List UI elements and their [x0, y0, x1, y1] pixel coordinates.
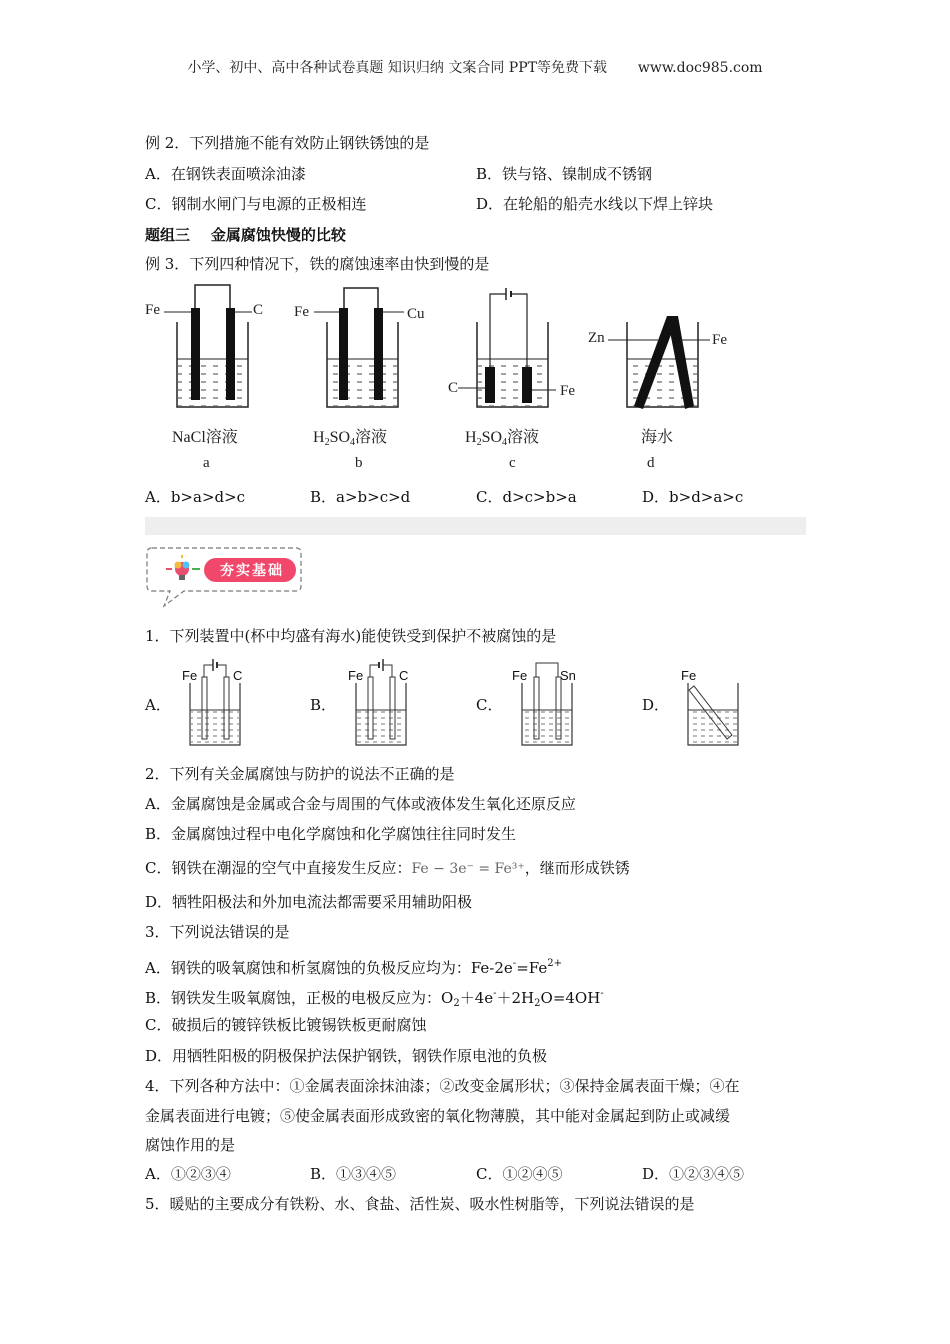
fig-d-letter: d — [647, 455, 655, 471]
q1-b-right: C — [399, 668, 409, 683]
q1-beaker-d — [688, 683, 738, 745]
q1-c-left: Fe — [512, 668, 528, 683]
ex3-figures — [140, 282, 780, 417]
ex3-stem: 例 3．下列四种情况下，铁的腐蚀速率由快到慢的是 — [145, 255, 490, 273]
fig-d-left-label: Zn — [588, 330, 605, 346]
q4-line-3: 腐蚀作用的是 — [145, 1136, 236, 1154]
fig-c-letter: c — [509, 455, 516, 471]
q1-option-d-letter: D． — [642, 696, 670, 714]
q4-option-d: D．①②③④⑤ — [642, 1165, 745, 1183]
beaker-a — [164, 285, 252, 407]
fig-a-left-label: Fe — [145, 302, 160, 318]
q2-option-a: A．金属腐蚀是金属或合金与周围的气体或液体发生氧化还原反应 — [145, 795, 576, 813]
q4-option-a: A．①②③④ — [145, 1165, 231, 1183]
ex3-option-b: B．a>b>c>d — [310, 488, 411, 506]
q4-option-c: C．①②④⑤ — [476, 1165, 563, 1183]
q3-stem: 3．下列说法错误的是 — [145, 923, 290, 941]
ex2-option-d: D．在轮船的船壳水线以下焊上锌块 — [476, 195, 714, 213]
header-text: 小学、初中、高中各种试卷真题 知识归纳 文案合同 PPT等免费下载 — [187, 60, 607, 76]
badge-label: 夯实基础 — [220, 563, 284, 579]
q2-option-b: B．金属腐蚀过程中电化学腐蚀和化学腐蚀往往同时发生 — [145, 825, 517, 843]
fig-c-right-label: Fe — [560, 383, 575, 399]
q5-stem: 5．暖贴的主要成分有铁粉、水、食盐、活性炭、吸水性树脂等，下列说法错误的是 — [145, 1195, 695, 1213]
q3-option-d: D．用牺牲阳极的阴极保护法保护钢铁，钢铁作原电池的负极 — [145, 1047, 548, 1065]
ex3-option-a: A．b>a>d>c — [145, 488, 246, 506]
q2-c-formula: Fe − 3e⁻ = Fe³⁺ — [411, 861, 525, 877]
q1-a-left: Fe — [182, 668, 198, 683]
q3-option-a: A．钢铁的吸氧腐蚀和析氢腐蚀的负极反应均为：$Fe-2e^-=Fe^{2+}$ — [145, 958, 562, 977]
fig-c-left-label: C — [448, 380, 459, 396]
fig-b-left-label: Fe — [294, 304, 309, 320]
q1-option-b-letter: B． — [310, 696, 337, 714]
q3-option-c: C．破损后的镀锌铁板比镀锡铁板更耐腐蚀 — [145, 1016, 427, 1034]
ex2-option-b: B．铁与铬、镍制成不锈钢 — [476, 165, 653, 183]
group3-title: 题组三 金属腐蚀快慢的比较 — [145, 226, 346, 244]
fig-a-right-label: C — [253, 302, 264, 318]
ex2-option-c: C．钢制水闸门与电源的正极相连 — [145, 195, 367, 213]
ex2-option-a: A．在钢铁表面喷涂油漆 — [145, 165, 306, 183]
q4-line-2: 金属表面进行电镀；⑤使金属表面形成致密的氧化物薄膜，其中能对金属起到防止或减缓 — [145, 1107, 731, 1125]
q4-line-1: 4．下列各种方法中：①金属表面涂抹油漆；②改变金属形状；③保持金属表面干燥；④在 — [145, 1077, 740, 1095]
q2-stem: 2．下列有关金属腐蚀与防护的说法不正确的是 — [145, 765, 455, 783]
q1-d-left: Fe — [681, 668, 697, 683]
ex3-option-c: C．d>c>b>a — [476, 488, 577, 506]
q1-b-left: Fe — [348, 668, 364, 683]
section-divider — [145, 517, 806, 535]
ex3-option-d: D．b>d>a>c — [642, 488, 744, 506]
fig-d-solution: 海水 — [641, 429, 674, 446]
q1-a-right: C — [233, 668, 243, 683]
fig-d-right-label: Fe — [712, 332, 727, 348]
q1-figures — [180, 655, 760, 750]
q1-c-right: Sn — [560, 668, 576, 683]
fig-b-letter: b — [355, 455, 363, 471]
q2-option-c: C．钢铁在潮湿的空气中直接发生反应：Fe − 3e⁻ = Fe³⁺，继而形成铁锈 — [145, 859, 630, 877]
q1-option-c-letter: C． — [476, 696, 503, 714]
beaker-d — [608, 316, 710, 409]
q4-option-b: B．①③④⑤ — [310, 1165, 397, 1183]
q2-option-d: D．牺牲阳极法和外加电流法都需要采用辅助阳极 — [145, 893, 473, 911]
q1-option-a-letter: A． — [145, 696, 171, 714]
ex2-stem: 例 2．下列措施不能有效防止钢铁锈蚀的是 — [145, 134, 430, 152]
fig-c-solution: $H_2SO_4$溶液 — [465, 429, 540, 448]
q3-option-b: B．钢铁发生吸氧腐蚀，正极的电极反应为：$O_2+4e^-+2H_2O=4OH^-$ — [145, 988, 604, 1009]
fig-b-solution: $H_2SO_4$溶液 — [313, 429, 388, 448]
q1-stem: 1．下列装置中(杯中均盛有海水)能使铁受到保护不被腐蚀的是 — [145, 627, 557, 645]
beaker-b — [314, 288, 404, 407]
beaker-c — [458, 288, 556, 407]
fig-a-letter: a — [203, 455, 210, 471]
fig-a-solution: NaCl溶液 — [172, 429, 238, 446]
header-url[interactable]: www.doc985.com — [637, 60, 763, 76]
page-header — [0, 57, 950, 77]
fig-b-right-label: Cu — [407, 306, 425, 322]
